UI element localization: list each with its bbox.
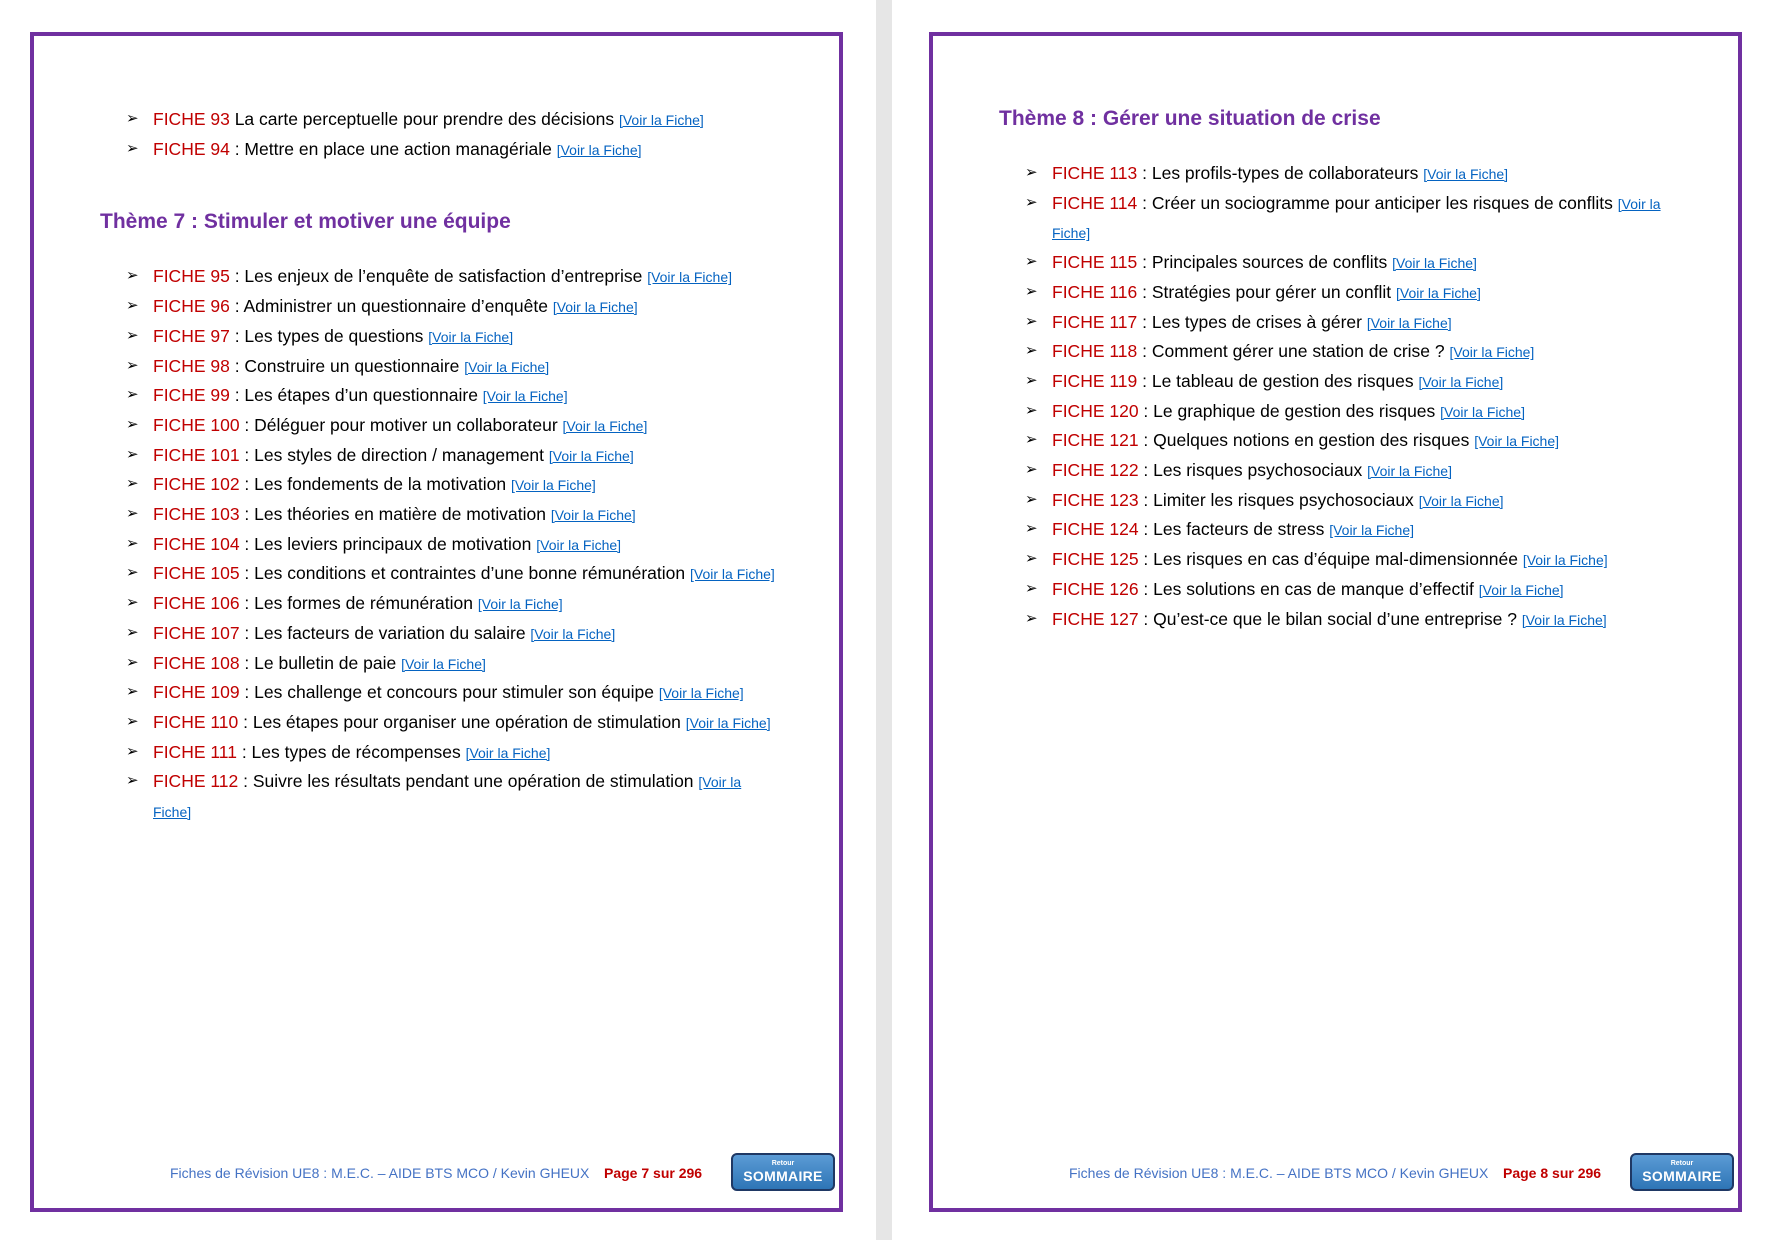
fiche-list-item <box>126 530 779 560</box>
arrow-bullet-icon: ➢ <box>126 445 139 463</box>
voir-la-fiche-link[interactable]: [Voir la Fiche] <box>1423 166 1509 182</box>
fiche-number: FICHE 126 <box>1052 578 1139 599</box>
fiche-list-item <box>126 381 779 411</box>
fiche-number: FICHE 118 <box>1052 341 1138 362</box>
voir-la-fiche-link[interactable]: [Voir la Fiche] <box>548 447 634 464</box>
voir-la-fiche-link[interactable]: [Voir la Fiche] <box>1329 522 1415 539</box>
arrow-bullet-icon: ➢ <box>1025 609 1038 627</box>
fiche-list-item <box>1025 248 1678 278</box>
fiche-number: FICHE 97 <box>153 325 230 346</box>
arrow-bullet-icon: ➢ <box>1025 371 1038 389</box>
arrow-bullet-icon: ➢ <box>1025 431 1038 449</box>
fiche-list-item <box>126 708 779 738</box>
fiche-list-item <box>126 262 779 292</box>
fiche-title: : Comment gérer une station de crise ? <box>1137 341 1450 362</box>
fiche-list-item <box>126 738 779 768</box>
fiche-list-item <box>1025 367 1678 397</box>
fiche-title: : Les solutions en cas de manque d’effectif <box>1138 578 1479 599</box>
retour-sommaire-button[interactable] <box>731 1153 835 1191</box>
fiche-list-item <box>1025 189 1678 248</box>
arrow-bullet-icon: ➢ <box>126 594 139 612</box>
page-content <box>34 105 839 827</box>
fiche-list-theme-7 <box>34 262 839 826</box>
fiche-title: : Les styles de direction / management <box>239 444 549 465</box>
voir-la-fiche-link[interactable]: [Voir la Fiche] <box>428 328 514 345</box>
fiche-number: FICHE 110 <box>153 711 239 732</box>
fiche-title: : Le graphique de gestion des risques <box>1138 400 1441 421</box>
fiche-list-theme-8 <box>933 159 1738 634</box>
arrow-bullet-icon: ➢ <box>1025 253 1038 271</box>
fiche-number: FICHE 112 <box>153 771 239 792</box>
fiche-number: FICHE 125 <box>1052 549 1139 570</box>
arrow-bullet-icon: ➢ <box>126 534 139 552</box>
arrow-bullet-icon: ➢ <box>1025 520 1038 538</box>
fiche-list-item <box>126 559 779 589</box>
fiche-title: : Quelques notions en gestion des risques <box>1138 430 1475 451</box>
voir-la-fiche-link[interactable]: [Voir la Fiche] <box>1474 433 1560 450</box>
fiche-title: : Le bulletin de paie <box>239 652 402 673</box>
fiche-list-item <box>1025 515 1678 545</box>
arrow-bullet-icon: ➢ <box>1025 490 1038 508</box>
fiche-title: : Les facteurs de stress <box>1138 519 1330 540</box>
arrow-bullet-icon: ➢ <box>126 110 139 127</box>
fiche-list-item <box>126 411 779 441</box>
fiche-number: FICHE 122 <box>1052 460 1139 481</box>
fiche-title: : Les enjeux de l’enquête de satisfaction d’entreprise <box>229 266 648 287</box>
retour-label: Retour <box>1670 1160 1694 1167</box>
fiche-title: : Les risques en cas d’équipe mal-dimensionnée <box>1138 549 1523 570</box>
fiche-title: La carte perceptuelle pour prendre des décisions <box>229 109 619 129</box>
fiche-title: : Les théories en matière de motivation <box>239 504 551 525</box>
fiche-title: : Les risques psychosociaux <box>1138 460 1368 481</box>
fiche-title: : Limiter les risques psychosociaux <box>1138 489 1419 510</box>
page-gutter <box>876 0 892 1240</box>
fiche-list-item <box>1025 456 1678 486</box>
voir-la-fiche-link[interactable]: [Voir la Fiche] <box>556 141 642 158</box>
fiche-number: FICHE 127 <box>1052 608 1139 629</box>
arrow-bullet-icon: ➢ <box>126 297 139 315</box>
fiche-number: FICHE 105 <box>153 563 240 584</box>
fiche-list-item <box>126 292 779 322</box>
fiche-title: : Le tableau de gestion des risques <box>1137 370 1419 391</box>
arrow-bullet-icon: ➢ <box>126 742 139 760</box>
fiche-list-item <box>1025 426 1678 456</box>
voir-la-fiche-link[interactable]: [Voir la Fiche] <box>401 655 486 672</box>
fiche-number: FICHE 102 <box>153 474 240 495</box>
fiche-number: FICHE 116 <box>1052 281 1138 302</box>
arrow-bullet-icon: ➢ <box>126 475 139 493</box>
fiche-title: : Mettre en place une action managériale <box>229 138 557 159</box>
retour-sommaire-button[interactable] <box>1630 1153 1734 1191</box>
voir-la-fiche-link[interactable]: [Voir la Fiche] <box>552 299 638 316</box>
fiche-number: FICHE 101 <box>153 444 240 465</box>
voir-la-fiche-link[interactable]: [Voir la Fiche] <box>1366 314 1452 331</box>
page-content <box>933 105 1738 634</box>
fiche-number: FICHE 119 <box>1052 370 1138 391</box>
fiche-number: FICHE 94 <box>153 138 230 159</box>
voir-la-fiche-link[interactable]: [Voir la Fiche] <box>536 536 622 553</box>
fiche-list-item <box>126 678 779 708</box>
sommaire-label: SOMMAIRE <box>743 1168 823 1184</box>
voir-la-fiche-link[interactable]: [Voir la Fiche] <box>647 269 733 286</box>
retour-label: Retour <box>771 1160 795 1167</box>
fiche-number: FICHE 121 <box>1052 430 1139 451</box>
arrow-bullet-icon: ➢ <box>126 326 139 344</box>
arrow-bullet-icon: ➢ <box>126 712 139 730</box>
arrow-bullet-icon: ➢ <box>1025 312 1038 330</box>
arrow-bullet-icon: ➢ <box>126 356 139 374</box>
fiche-list-item <box>126 649 779 679</box>
arrow-bullet-icon: ➢ <box>126 139 139 157</box>
sommaire-label: SOMMAIRE <box>1642 1168 1722 1184</box>
fiche-title: : Suivre les résultats pendant une opération de stimulation <box>238 771 699 792</box>
fiche-list-item <box>1025 278 1678 308</box>
arrow-bullet-icon: ➢ <box>1025 550 1038 568</box>
arrow-bullet-icon: ➢ <box>126 653 139 671</box>
fiche-number: FICHE 108 <box>153 652 240 673</box>
fiche-list-item <box>126 352 779 382</box>
document-page-7 <box>30 32 843 1212</box>
voir-la-fiche-link[interactable]: [Voir la Fiche] <box>1478 581 1564 598</box>
document-page-8 <box>929 32 1742 1212</box>
fiche-list-item <box>126 322 779 352</box>
fiche-list-item <box>1025 545 1678 575</box>
fiche-title: : Les conditions et contraintes d’une bonne rémunération <box>239 563 690 584</box>
fiche-number: FICHE 124 <box>1052 519 1139 540</box>
fiche-number: FICHE 106 <box>153 593 240 614</box>
voir-la-fiche-link[interactable]: [Voir la Fiche] <box>510 477 596 494</box>
footer-title: Fiches de Révision UE8 : M.E.C. – AIDE BTS MCO / Kevin GHEUX <box>170 1165 590 1181</box>
fiche-number: FICHE 111 <box>153 741 237 762</box>
arrow-bullet-icon: ➢ <box>126 772 139 790</box>
fiche-title: : Déléguer pour motiver un collaborateur <box>239 414 563 435</box>
voir-la-fiche-link[interactable]: [Voir la Fiche] <box>1449 344 1535 361</box>
fiche-title: : Les types de récompenses <box>236 741 466 762</box>
voir-la-fiche-link[interactable]: [Voir la Fiche] <box>550 507 636 524</box>
fiche-number: FICHE 96 <box>153 296 230 317</box>
fiche-list-item <box>126 441 779 471</box>
fiche-number: FICHE 114 <box>1052 192 1138 213</box>
arrow-bullet-icon: ➢ <box>126 564 139 582</box>
voir-la-fiche-link[interactable]: [Voir la Fiche] <box>618 112 704 128</box>
theme-8-title: Thème 8 : Gérer une situation de crise <box>999 107 1381 130</box>
theme-7-title: Thème 7 : Stimuler et motiver une équipe <box>100 210 511 234</box>
fiche-number: FICHE 98 <box>153 355 230 376</box>
fiche-title: : Les facteurs de variation du salaire <box>239 622 531 643</box>
voir-la-fiche-link[interactable]: [Voir la Fiche] <box>1521 611 1607 628</box>
arrow-bullet-icon: ➢ <box>1025 282 1038 300</box>
arrow-bullet-icon: ➢ <box>126 683 139 701</box>
fiche-title: : Les formes de rémunération <box>239 593 478 614</box>
arrow-bullet-icon: ➢ <box>126 386 139 404</box>
fiche-title: : Les types de questions <box>229 325 429 346</box>
arrow-bullet-icon: ➢ <box>1025 461 1038 479</box>
fiche-title: : Les étapes pour organiser une opération de stimulation <box>238 711 686 732</box>
fiche-title: : Les challenge et concours pour stimuler son équipe <box>239 682 659 703</box>
fiche-number: FICHE 100 <box>153 414 240 435</box>
fiche-list-item <box>126 105 779 135</box>
fiche-title: : Les leviers principaux de motivation <box>239 533 537 554</box>
page-footer <box>933 1156 1738 1196</box>
fiche-list-item <box>126 500 779 530</box>
voir-la-fiche-link[interactable]: [Voir la Fiche] <box>685 714 771 731</box>
arrow-bullet-icon: ➢ <box>1025 579 1038 597</box>
fiche-title: : Les étapes d’un questionnaire <box>229 385 483 406</box>
voir-la-fiche-link[interactable]: [Voir la Fiche] <box>1392 255 1477 272</box>
arrow-bullet-icon: ➢ <box>126 623 139 641</box>
arrow-bullet-icon: ➢ <box>1025 193 1038 211</box>
fiche-list-item <box>126 589 779 619</box>
fiche-title: : Construire un questionnaire <box>229 355 465 376</box>
voir-la-fiche-link[interactable]: [Voir la Fiche] <box>530 625 616 642</box>
voir-la-fiche-link[interactable]: [Voir la Fiche] <box>477 596 563 613</box>
voir-la-fiche-link[interactable]: [Voir la Fiche] <box>690 566 775 583</box>
fiche-number: FICHE 99 <box>153 385 230 406</box>
fiche-title: : Principales sources de conflits <box>1137 252 1393 273</box>
arrow-bullet-icon: ➢ <box>126 267 139 285</box>
fiche-list-item <box>126 619 779 649</box>
arrow-bullet-icon: ➢ <box>1025 164 1038 181</box>
page-number: Page 8 sur 296 <box>1503 1165 1602 1181</box>
voir-la-fiche-link[interactable]: [Voir la Fiche] <box>482 388 568 405</box>
fiche-number: FICHE 93 <box>153 109 230 129</box>
voir-la-fiche-link[interactable]: [Voir la Fiche] <box>1367 463 1452 480</box>
voir-la-fiche-link[interactable]: [Voir la Fiche] <box>1418 492 1504 509</box>
fiche-list-continued <box>34 105 839 164</box>
voir-la-fiche-link[interactable]: [Voir la Fiche] <box>1522 552 1608 569</box>
fiche-list-item <box>126 135 779 165</box>
fiche-list-item <box>1025 308 1678 338</box>
voir-la-fiche-link[interactable]: [Voir la Fiche] <box>1418 373 1504 390</box>
fiche-number: FICHE 95 <box>153 266 230 287</box>
fiche-number: FICHE 123 <box>1052 489 1139 510</box>
fiche-title: : Administrer un questionnaire d’enquête <box>229 296 553 317</box>
fiche-number: FICHE 104 <box>153 533 240 554</box>
fiche-list-item <box>1025 486 1678 516</box>
fiche-list-item <box>126 470 779 500</box>
arrow-bullet-icon: ➢ <box>126 415 139 433</box>
fiche-number: FICHE 117 <box>1052 311 1138 332</box>
page-number: Page 7 sur 296 <box>604 1165 703 1181</box>
voir-la-fiche-link[interactable]: [Voir la Fiche] <box>562 417 648 434</box>
fiche-title: : Créer un sociogramme pour anticiper les risques de conflits <box>1137 192 1618 213</box>
page-footer <box>34 1156 839 1196</box>
fiche-title: : Qu’est-ce que le bilan social d’une entreprise ? <box>1138 608 1522 629</box>
footer-title: Fiches de Révision UE8 : M.E.C. – AIDE BTS MCO / Kevin GHEUX <box>1069 1165 1489 1181</box>
arrow-bullet-icon: ➢ <box>126 505 139 523</box>
fiche-title: : Stratégies pour gérer un conflit <box>1137 281 1397 302</box>
fiche-number: FICHE 103 <box>153 504 240 525</box>
voir-la-fiche-link[interactable]: [Voir la Fiche] <box>1440 403 1525 420</box>
fiche-list-item <box>1025 397 1678 427</box>
fiche-number: FICHE 109 <box>153 682 240 703</box>
fiche-number: FICHE 120 <box>1052 400 1139 421</box>
fiche-list-item <box>1025 337 1678 367</box>
fiche-list-item <box>1025 575 1678 605</box>
fiche-title: : Les types de crises à gérer <box>1137 311 1367 332</box>
arrow-bullet-icon: ➢ <box>1025 342 1038 360</box>
fiche-title: : Les profils-types de collaborateurs <box>1137 163 1424 183</box>
fiche-list-item <box>1025 159 1678 189</box>
voir-la-fiche-link[interactable]: [Voir la Fiche] <box>153 774 742 821</box>
fiche-number: FICHE 113 <box>1052 163 1138 183</box>
fiche-number: FICHE 115 <box>1052 252 1138 273</box>
fiche-list-item <box>1025 605 1678 635</box>
voir-la-fiche-link[interactable]: [Voir la Fiche] <box>465 744 551 761</box>
voir-la-fiche-link[interactable]: [Voir la Fiche] <box>1396 284 1481 301</box>
fiche-list-item <box>126 767 779 826</box>
fiche-number: FICHE 107 <box>153 622 240 643</box>
voir-la-fiche-link[interactable]: [Voir la Fiche] <box>464 358 550 375</box>
voir-la-fiche-link[interactable]: [Voir la Fiche] <box>658 685 744 702</box>
arrow-bullet-icon: ➢ <box>1025 401 1038 419</box>
voir-la-fiche-link[interactable]: [Voir la Fiche] <box>1052 195 1661 242</box>
fiche-title: : Les fondements de la motivation <box>239 474 511 495</box>
